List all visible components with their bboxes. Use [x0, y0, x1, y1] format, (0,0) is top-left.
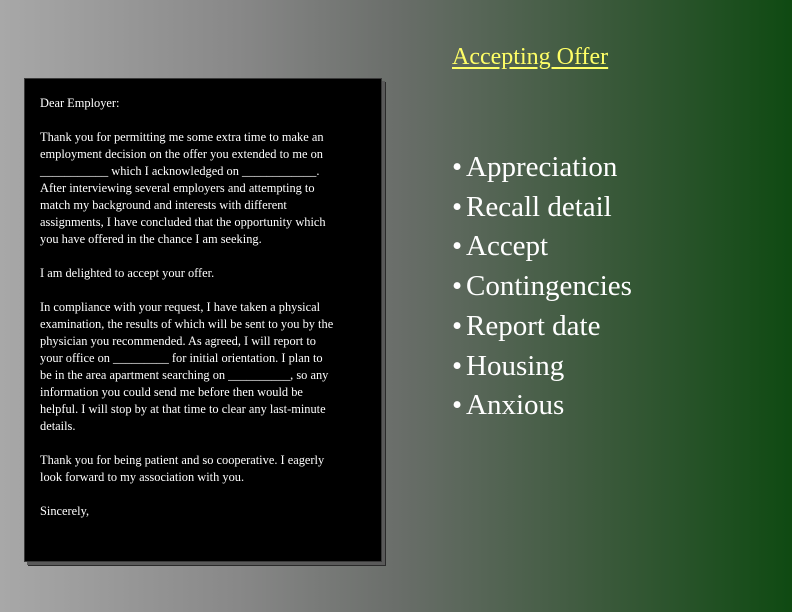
bullet-label: Report date	[466, 309, 601, 342]
bullet-marker: •	[452, 190, 463, 223]
letter-paragraph-closing-thanks: Thank you for being patient and so cooperative. I eagerly look forward to my association with you.	[40, 453, 325, 484]
letter-paragraph-appreciation: Thank you for permitting me some extra time to make an employment decision on the offer you extended to me on ___________ which I acknowledged on ____________. After interviewing several employers and attempting to match my background and interests with different assignments, I have concluded that the opportunity which you have offered in the chance I am seeking.	[40, 130, 326, 246]
bullet-marker: •	[452, 349, 463, 382]
slide-title: Accepting Offer	[452, 44, 609, 70]
bullet-marker: •	[452, 270, 463, 303]
bullet-label: Contingencies	[466, 270, 632, 303]
bullet-marker: •	[452, 389, 463, 422]
bullet-item	[452, 267, 632, 307]
bullet-marker: •	[452, 230, 463, 263]
bullet-label: Housing	[466, 349, 565, 382]
bullet-item	[452, 347, 632, 387]
letter-panel	[24, 78, 382, 562]
bullet-label: Accept	[466, 230, 549, 263]
letter-paragraph-contingencies: In compliance with your request, I have taken a physical examination, the results of which will be sent to you by the physician you recommended. As agreed, I will report to your office on _________ for initial orientation. I plan to be in the area apartment searching on __________, so any information you could send me before then would be helpful. I will stop by at that time to clear any last-minute details.	[40, 300, 334, 433]
letter-paragraph-accept: I am delighted to accept your offer.	[40, 266, 215, 280]
bullet-item	[452, 307, 632, 347]
letter-salutation: Dear Employer:	[40, 96, 120, 110]
bullet-marker: •	[452, 151, 463, 183]
bullet-label: Appreciation	[466, 151, 618, 183]
bullet-item	[452, 386, 632, 426]
bullet-item	[452, 188, 632, 228]
bullet-marker: •	[452, 309, 463, 342]
bullet-item	[452, 148, 632, 188]
bullet-label: Anxious	[466, 389, 565, 422]
bullet-item	[452, 227, 632, 267]
letter-closing: Sincerely,	[40, 504, 90, 518]
bullet-label: Recall detail	[466, 190, 612, 223]
key-points-list	[452, 148, 632, 426]
